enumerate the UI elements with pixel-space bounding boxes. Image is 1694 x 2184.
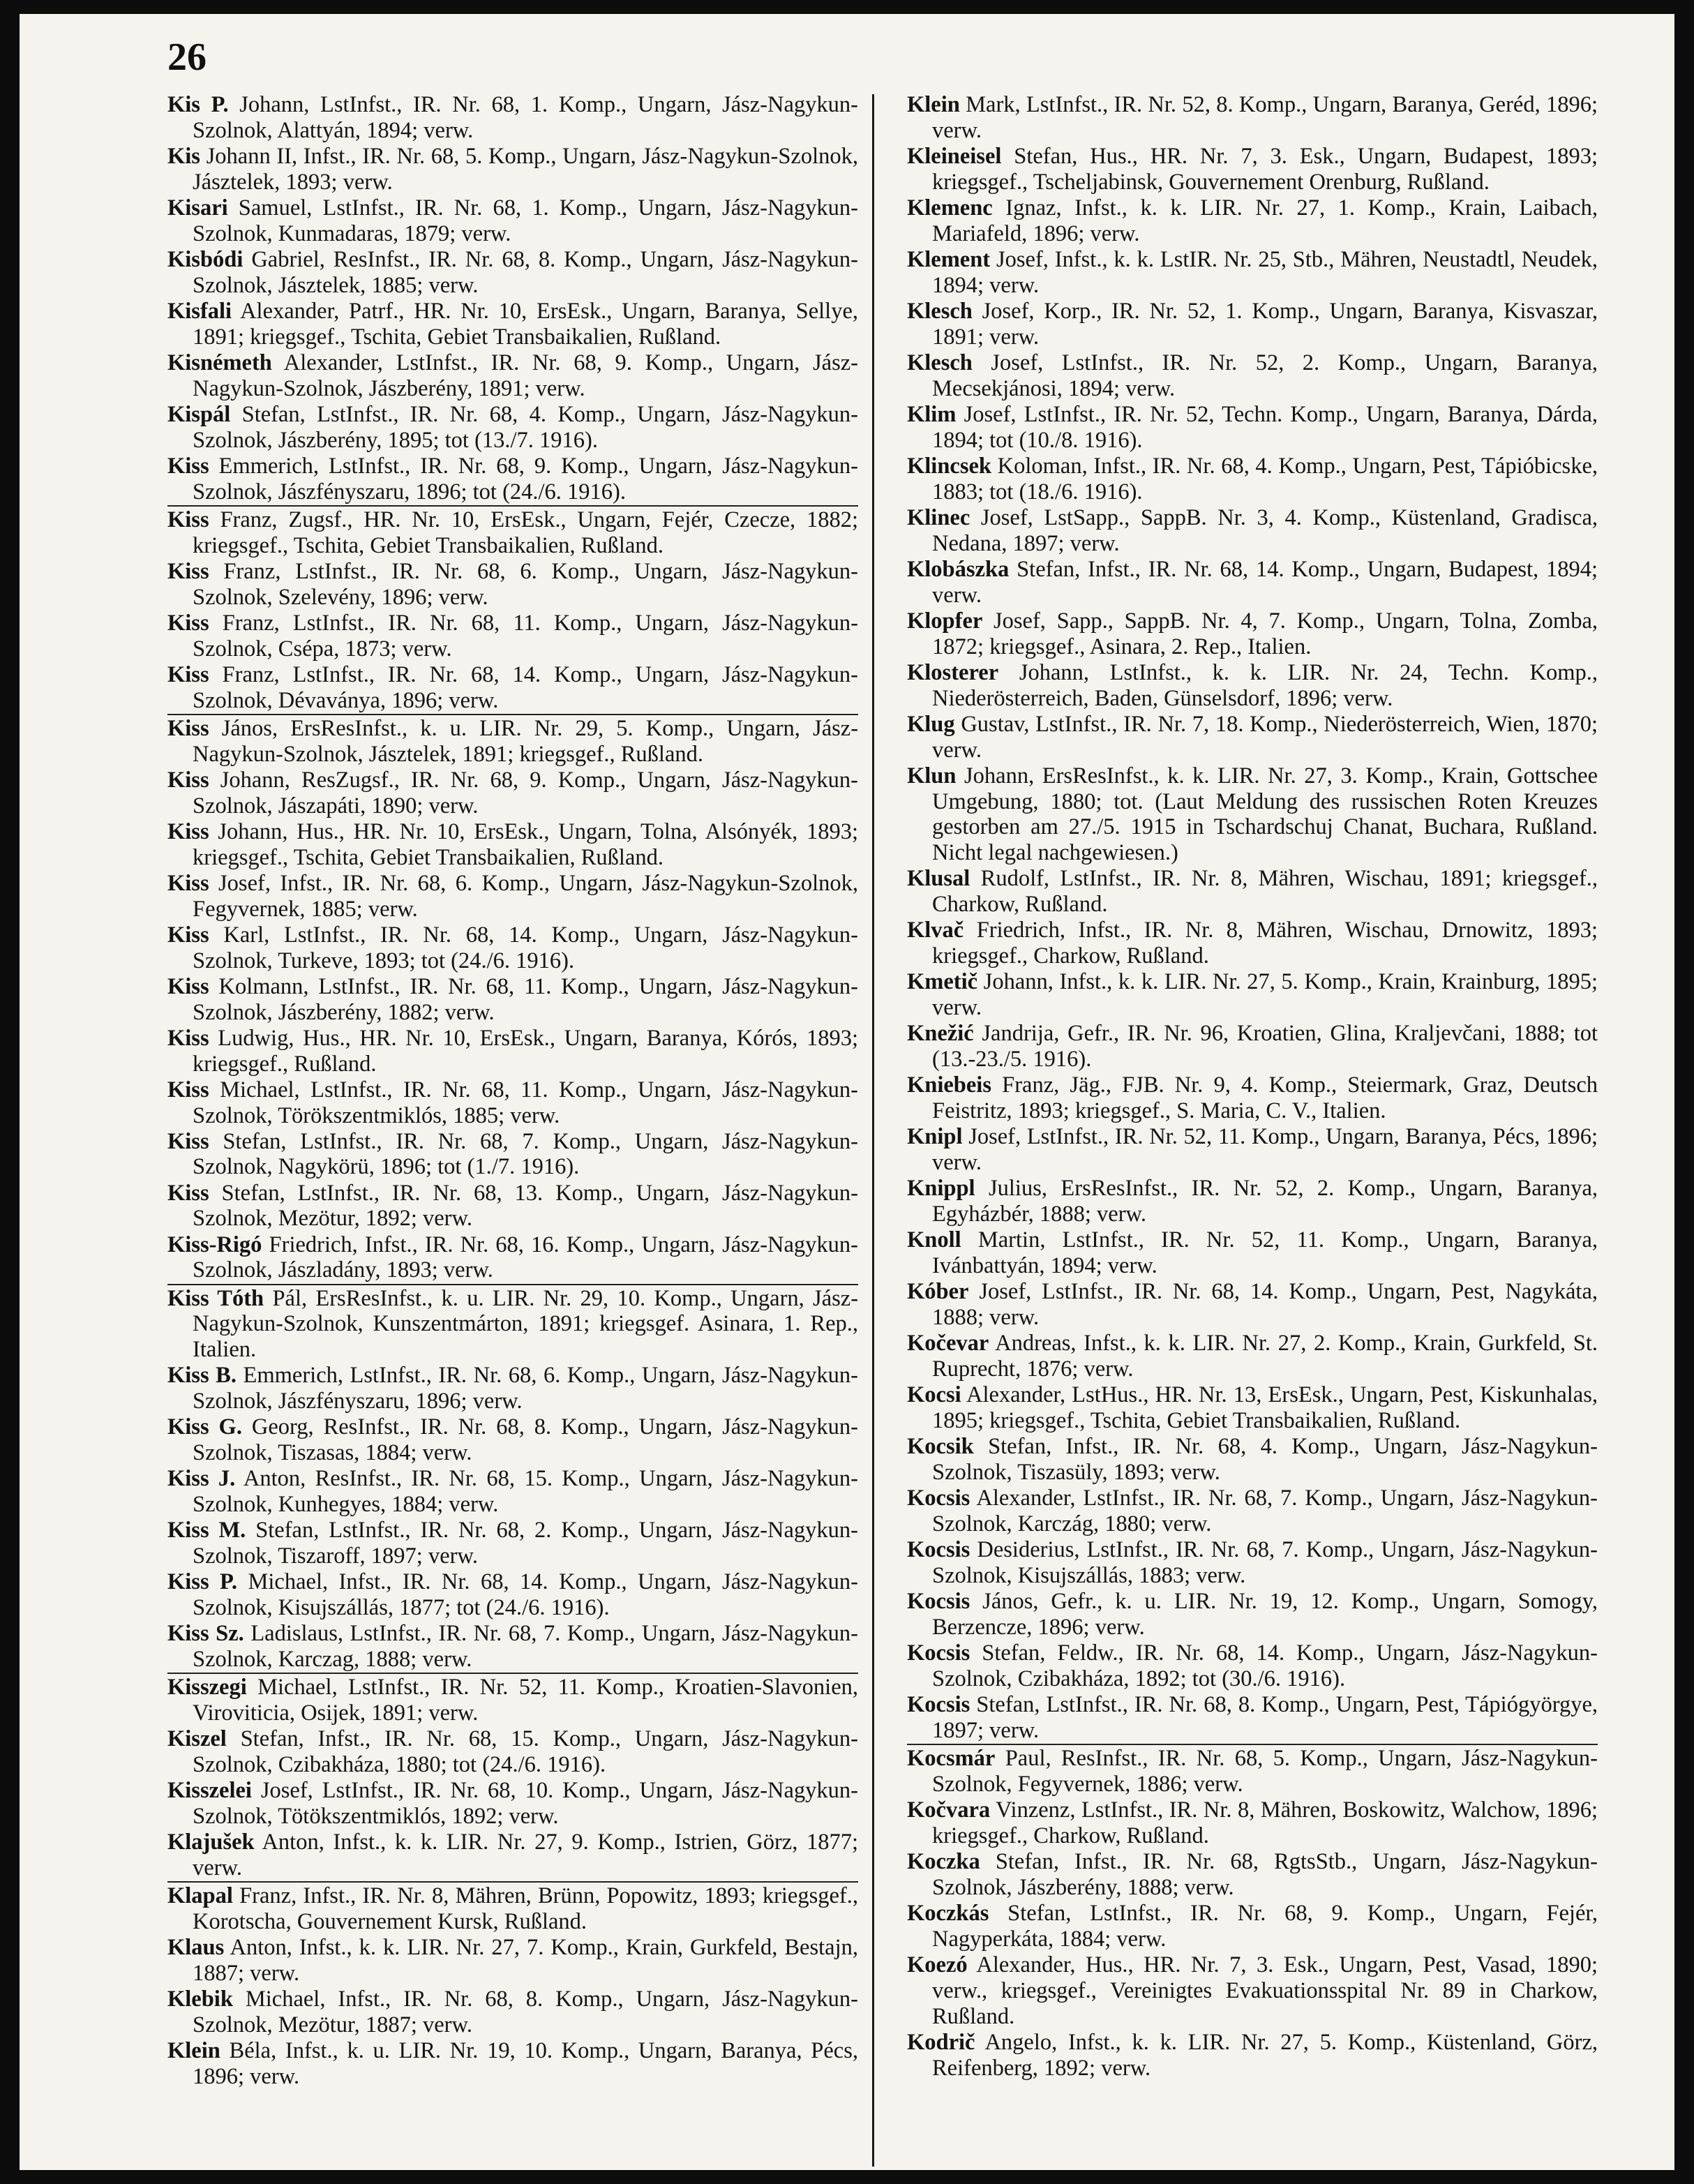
entry-surname: Kiss Tóth bbox=[167, 1285, 264, 1311]
entry-surname: Kočevar bbox=[907, 1331, 989, 1356]
register-entry bbox=[907, 763, 1598, 866]
register-entry bbox=[167, 1987, 858, 2038]
entry-details: Ladislaus, LstInfst., IR. Nr. 68, 7. Komp., Ungarn, Jász-Nagykun-Szolnok, Karczag, 1888; verw. bbox=[193, 1621, 858, 1673]
entry-details: Stefan, LstInfst., IR. Nr. 68, 4. Komp., Ungarn, Jász-Nagykun-Szolnok, Jászberény, 1895; tot (13./7. 1916). bbox=[193, 401, 858, 453]
entry-surname: Kocsis bbox=[907, 1486, 970, 1511]
entry-details: Anton, Infst., k. k. LIR. Nr. 27, 9. Komp., Istrien, Görz, 1877; verw. bbox=[193, 1830, 858, 1881]
entry-surname: Knežić bbox=[907, 1021, 974, 1047]
entry-details: Kolmann, LstInfst., IR. Nr. 68, 11. Komp., Ungarn, Jász-Nagykun-Szolnok, Jászberény, 1882; verw. bbox=[193, 973, 859, 1025]
entry-details: Gabriel, ResInfst., IR. Nr. 68, 8. Komp., Ungarn, Jász-Nagykun-Szolnok, Jásztelek, 1885; verw. bbox=[193, 246, 859, 298]
register-entry bbox=[167, 350, 858, 402]
register-entry bbox=[907, 144, 1598, 195]
entry-surname: Klesch bbox=[907, 298, 973, 324]
register-entry bbox=[907, 608, 1598, 660]
entry-surname: Klopfer bbox=[907, 608, 983, 634]
entry-surname: Kiss bbox=[167, 661, 209, 687]
entry-surname: Klein bbox=[907, 92, 960, 117]
entry-details: Johann, Hus., HR. Nr. 10, ErsEsk., Ungarn, Tolna, Alsónyék, 1893; kriegsgef., Tschita, Gebiet Transbaikalien, Rußland. bbox=[193, 818, 859, 870]
entry-surname: Kocsis bbox=[907, 1692, 970, 1718]
entry-details: Stefan, Hus., HR. Nr. 7, 3. Esk., Ungarn, Budapest, 1893; kriegsgef., Tscheljabinsk, Gouvernement Orenburg, Rußland. bbox=[932, 143, 1598, 195]
entry-details: Julius, ErsResInfst., IR. Nr. 52, 2. Komp., Ungarn, Baranya, Egyházbér, 1888; verw. bbox=[932, 1176, 1598, 1227]
entry-details: Josef, LstInfst., IR. Nr. 52, Techn. Komp., Ungarn, Baranya, Dárda, 1894; tot (10./8. 1916). bbox=[932, 401, 1598, 453]
entry-details: Alexander, LstInfst., IR. Nr. 68, 7. Komp., Ungarn, Jász-Nagykun-Szolnok, Karczág, 1880; verw. bbox=[932, 1486, 1598, 1536]
entry-surname: Koczka bbox=[907, 1849, 980, 1875]
entry-details: Franz, LstInfst., IR. Nr. 68, 14. Komp., Ungarn, Jász-Nagykun-Szolnok, Dévaványa, 1896; verw. bbox=[193, 661, 858, 713]
entry-details: Alexander, LstHus., HR. Nr. 13, ErsEsk., Ungarn, Pest, Kiskunhalas, 1895; kriegsgef., Tschita, Gebiet Transbaikalien, Rußland. bbox=[932, 1382, 1598, 1434]
entry-surname: Kiss bbox=[167, 973, 209, 999]
entry-details: Franz, Infst., IR. Nr. 8, Mähren, Brünn, Popowitz, 1893; kriegsgef., Korotscha, Gouvernement Kursk, Rußland. bbox=[193, 1883, 859, 1935]
register-entry bbox=[167, 92, 858, 144]
register-entry bbox=[167, 1181, 858, 1232]
entry-details: Karl, LstInfst., IR. Nr. 68, 14. Komp., Ungarn, Jász-Nagykun-Szolnok, Turkeve, 1893; tot (24./6. 1916). bbox=[193, 922, 859, 973]
entry-surname: Koezó bbox=[907, 1952, 968, 1978]
entry-details: Anton, Infst., k. k. LIR. Nr. 27, 7. Komp., Krain, Gurkfeld, Bestajn, 1887; verw. bbox=[193, 1935, 858, 1987]
register-entry bbox=[907, 505, 1598, 557]
entry-details: Michael, Infst., IR. Nr. 68, 8. Komp., Ungarn, Jász-Nagykun-Szolnok, Mezötur, 1887; verw. bbox=[193, 1987, 858, 2038]
register-entry bbox=[167, 247, 858, 299]
register-entry bbox=[167, 1935, 858, 1987]
register-entry bbox=[167, 144, 858, 195]
register-entry bbox=[907, 918, 1598, 969]
register-entry bbox=[167, 1129, 858, 1181]
entry-details: Jandrija, Gefr., IR. Nr. 96, Kroatien, Glina, Kraljevčani, 1888; tot (13.-23./5. 1916). bbox=[932, 1021, 1598, 1072]
entry-surname: Kiss G. bbox=[167, 1414, 242, 1440]
entry-surname: Kocsi bbox=[907, 1382, 961, 1408]
entry-surname: Kiss M. bbox=[167, 1518, 246, 1543]
register-entry bbox=[907, 1486, 1598, 1537]
entry-details: Koloman, Infst., IR. Nr. 68, 4. Komp., Ungarn, Pest, Tápióbicske, 1883; tot (18./6. 1916). bbox=[932, 453, 1598, 504]
entry-surname: Kniebeis bbox=[907, 1072, 991, 1098]
entry-details: Franz, Zugsf., HR. Nr. 10, ErsEsk., Ungarn, Fejér, Czecze, 1882; kriegsgef., Tschita, Gebiet Transbaikalien, Rußland. bbox=[193, 507, 858, 558]
entry-details: Stefan, LstInfst., IR. Nr. 68, 9. Komp., Ungarn, Fejér, Nagyperkáta, 1884; verw. bbox=[932, 1901, 1598, 1952]
entry-details: Michael, LstInfst., IR. Nr. 52, 11. Komp., Kroatien-Slavonien, Viroviticia, Osijek, 1891; verw. bbox=[193, 1675, 858, 1726]
register-entry bbox=[907, 1589, 1598, 1640]
entry-surname: Knoll bbox=[907, 1227, 961, 1253]
entry-surname: Kiss B. bbox=[167, 1363, 237, 1389]
register-entry bbox=[907, 350, 1598, 402]
register-entry bbox=[907, 1744, 1598, 1797]
entry-surname: Kiss Sz. bbox=[167, 1621, 244, 1647]
entry-details: Josef, Sapp., SappB. Nr. 4, 7. Komp., Ungarn, Tolna, Zomba, 1872; kriegsgef., Asinara, 2. Rep., Italien. bbox=[932, 608, 1598, 659]
entry-surname: Klun bbox=[907, 763, 957, 788]
register-entry bbox=[167, 2038, 858, 2090]
entry-details: Johann, LstInfst., k. k. LIR. Nr. 24, Techn. Komp., Niederösterreich, Baden, Günselsdorf, 1896; verw. bbox=[932, 659, 1598, 711]
register-entry bbox=[907, 195, 1598, 247]
entry-details: Josef, LstInfst., IR. Nr. 68, 14. Komp., Ungarn, Pest, Nagykáta, 1888; verw. bbox=[932, 1279, 1598, 1331]
entry-surname: Klvač bbox=[907, 918, 964, 943]
register-entry bbox=[907, 1797, 1598, 1849]
entry-details: Rudolf, LstInfst., IR. Nr. 8, Mähren, Wischau, 1891; kriegsgef., Charkow, Rußland. bbox=[932, 866, 1598, 918]
entry-surname: Klesch bbox=[907, 350, 973, 375]
entry-details: Johann, ResZugsf., IR. Nr. 68, 9. Komp., Ungarn, Jász-Nagykun-Szolnok, Jászapáti, 1890; verw. bbox=[193, 767, 858, 818]
register-entry bbox=[167, 402, 858, 454]
register-entry bbox=[167, 454, 858, 505]
register-entry bbox=[907, 1176, 1598, 1227]
register-entry bbox=[167, 974, 858, 1026]
entry-details: Friedrich, Infst., IR. Nr. 68, 16. Komp., Ungarn, Jász-Nagykun-Szolnok, Jászladány, 1893; verw. bbox=[193, 1232, 859, 1283]
entry-surname: Kodrič bbox=[907, 2029, 975, 2055]
register-entry bbox=[907, 1640, 1598, 1692]
entry-surname: Klemenc bbox=[907, 195, 993, 220]
register-entry bbox=[907, 454, 1598, 505]
entry-surname: Kiss J. bbox=[167, 1466, 236, 1492]
entry-details: Josef, Infst., IR. Nr. 68, 6. Komp., Ungarn, Jász-Nagykun-Szolnok, Fegyvernek, 1885; verw. bbox=[193, 870, 858, 922]
entry-details: Stefan, LstInfst., IR. Nr. 68, 8. Komp., Ungarn, Pest, Tápiógyörgye, 1897; verw. bbox=[932, 1692, 1598, 1743]
register-entry bbox=[167, 714, 858, 768]
register-entry bbox=[167, 768, 858, 819]
register-entry bbox=[167, 1726, 858, 1778]
entry-details: Paul, ResInfst., IR. Nr. 68, 5. Komp., Ungarn, Jász-Nagykun-Szolnok, Fegyvernek, 1886; verw. bbox=[932, 1746, 1598, 1797]
entry-surname: Kiss bbox=[167, 1128, 209, 1154]
entry-details: Johann, Infst., k. k. LIR. Nr. 27, 5. Komp., Krain, Krainburg, 1895; verw. bbox=[932, 969, 1598, 1021]
entry-surname: Klajušek bbox=[167, 1830, 255, 1855]
entry-details: Franz, LstInfst., IR. Nr. 68, 6. Komp., Ungarn, Jász-Nagykun-Szolnok, Szelevény, 1896; verw. bbox=[193, 558, 859, 610]
register-entry bbox=[167, 195, 858, 247]
register-entry bbox=[167, 1077, 858, 1129]
entry-details: Johann II, Infst., IR. Nr. 68, 5. Komp., Ungarn, Jász-Nagykun-Szolnok, Jásztelek, 1893; verw. bbox=[193, 143, 859, 195]
entry-surname: Kiss bbox=[167, 1180, 209, 1206]
right-column bbox=[907, 92, 1598, 2081]
entry-details: Alexander, Patrf., HR. Nr. 10, ErsEsk., Ungarn, Baranya, Sellye, 1891; kriegsgef., Tschita, Gebiet Transbaikalien, Rußland. bbox=[193, 298, 858, 350]
entry-surname: Kis P. bbox=[167, 92, 229, 117]
register-entry bbox=[167, 1232, 858, 1284]
entry-details: Josef, Infst., k. k. LstIR. Nr. 25, Stb., Mähren, Neustadtl, Neudek, 1894; verw. bbox=[932, 246, 1598, 298]
entry-details: Desiderius, LstInfst., IR. Nr. 68, 7. Komp., Ungarn, Jász-Nagykun-Szolnok, Kisujszállás, 1883; verw. bbox=[932, 1537, 1598, 1588]
entry-details: Johann, ErsResInfst., k. k. LIR. Nr. 27, 3. Komp., Krain, Gottschee Umgebung, 1880; tot. (Laut Meldung des russischen Roten Kreuzes gestorben am 27./5. 1915 in Tschardschuj Chanat, Buchara, Rußland. Nicht legal nachgewiesen.) bbox=[932, 763, 1598, 866]
entry-surname: Kocsis bbox=[907, 1640, 970, 1666]
entry-surname: Kispál bbox=[167, 401, 231, 427]
register-entry bbox=[167, 1569, 858, 1621]
entry-details: János, Gefr., k. u. LIR. Nr. 19, 12. Komp., Ungarn, Somogy, Berzencze, 1896; verw. bbox=[932, 1589, 1598, 1640]
register-entry bbox=[167, 922, 858, 974]
register-entry bbox=[167, 1363, 858, 1414]
column-divider bbox=[872, 94, 874, 2167]
page bbox=[20, 14, 1674, 2170]
entry-details: Emmerich, LstInfst., IR. Nr. 68, 6. Komp., Ungarn, Jász-Nagykun-Szolnok, Jászfényszaru, 1896; verw. bbox=[193, 1363, 858, 1414]
entry-surname: Klein bbox=[167, 2038, 220, 2064]
register-entry bbox=[907, 712, 1598, 763]
register-entry bbox=[907, 1382, 1598, 1434]
entry-surname: Kocsmár bbox=[907, 1746, 996, 1772]
entry-surname: Koczkás bbox=[907, 1901, 989, 1927]
register-entry bbox=[167, 611, 858, 662]
entry-surname: Klement bbox=[907, 246, 991, 272]
register-entry bbox=[907, 1901, 1598, 1952]
register-entry bbox=[167, 1830, 858, 1881]
entry-surname: Kisszegi bbox=[167, 1675, 247, 1700]
entry-details: Mark, LstInfst., IR. Nr. 52, 8. Komp., Ungarn, Baranya, Geréd, 1896; verw. bbox=[932, 92, 1598, 143]
entry-details: Stefan, LstInfst., IR. Nr. 68, 2. Komp., Ungarn, Jász-Nagykun-Szolnok, Tiszaroff, 1897; verw. bbox=[193, 1518, 859, 1569]
register-entry bbox=[167, 1466, 858, 1518]
entry-details: Vinzenz, LstInfst., IR. Nr. 8, Mähren, Boskowitz, Walchow, 1896; kriegsgef., Charkow, Rußland. bbox=[932, 1797, 1598, 1848]
entry-surname: Kiszel bbox=[167, 1726, 227, 1752]
entry-surname: Klug bbox=[907, 711, 955, 737]
entry-details: Friedrich, Infst., IR. Nr. 8, Mähren, Wischau, Drnowitz, 1893; kriegsgef., Charkow, Rußland. bbox=[932, 918, 1598, 969]
register-entry bbox=[167, 871, 858, 922]
entry-surname: Kiss bbox=[167, 922, 209, 948]
register-entry bbox=[167, 1778, 858, 1830]
entry-details: Stefan, LstInfst., IR. Nr. 68, 13. Komp., Ungarn, Jász-Nagykun-Szolnok, Mezötur, 1892; verw. bbox=[193, 1180, 858, 1232]
entry-details: Johann, LstInfst., IR. Nr. 68, 1. Komp., Ungarn, Jász-Nagykun-Szolnok, Alattyán, 1894; verw. bbox=[193, 92, 858, 143]
register-entry bbox=[167, 662, 858, 714]
register-entry bbox=[907, 1072, 1598, 1124]
entry-surname: Klinec bbox=[907, 504, 970, 530]
entry-surname: Kiss-Rigó bbox=[167, 1232, 262, 1257]
entry-details: Ludwig, Hus., HR. Nr. 10, ErsEsk., Ungarn, Baranya, Kórós, 1893; kriegsgef., Rußland. bbox=[193, 1025, 859, 1077]
register-entry bbox=[167, 299, 858, 350]
entry-surname: Klusal bbox=[907, 866, 970, 892]
register-entry bbox=[907, 1279, 1598, 1331]
entry-surname: Klim bbox=[907, 401, 957, 427]
entry-details: Ignaz, Infst., k. k. LIR. Nr. 27, 1. Komp., Krain, Laibach, Mariafeld, 1896; verw. bbox=[932, 195, 1598, 246]
register-entry bbox=[167, 1881, 858, 1935]
entry-details: Alexander, Hus., HR. Nr. 7, 3. Esk., Ungarn, Pest, Vasad, 1890; verw., kriegsgef., Vereinigtes Evakuationsspital Nr. 89 in Charkow, Rußland. bbox=[932, 1952, 1598, 2029]
register-entry bbox=[907, 1331, 1598, 1382]
entry-surname: Kmetič bbox=[907, 969, 978, 995]
entry-surname: Kiss P. bbox=[167, 1569, 238, 1595]
entry-surname: Kisszelei bbox=[167, 1778, 252, 1804]
entry-surname: Kisari bbox=[167, 195, 228, 220]
entry-surname: Knipl bbox=[907, 1124, 963, 1150]
entry-details: Samuel, LstInfst., IR. Nr. 68, 1. Komp., Ungarn, Jász-Nagykun-Szolnok, Kunmadaras, 1879; verw. bbox=[193, 195, 858, 246]
entry-surname: Klincsek bbox=[907, 453, 991, 479]
entry-details: Martin, LstInfst., IR. Nr. 52, 11. Komp., Ungarn, Baranya, Ivánbattyán, 1894; verw. bbox=[932, 1227, 1598, 1279]
register-entry bbox=[907, 1021, 1598, 1072]
entry-details: Michael, Infst., IR. Nr. 68, 14. Komp., Ungarn, Jász-Nagykun-Szolnok, Kisujszállás, 1877; tot (24./6. 1916). bbox=[193, 1569, 858, 1621]
entry-surname: Kiss bbox=[167, 1077, 209, 1102]
register-entry bbox=[907, 1537, 1598, 1589]
entry-surname: Kiss bbox=[167, 715, 209, 741]
entry-details: Franz, Jäg., FJB. Nr. 9, 4. Komp., Steiermark, Graz, Deutsch Feistritz, 1893; kriegsgef., S. Maria, C. V., Italien. bbox=[932, 1072, 1598, 1124]
entry-details: Stefan, Infst., IR. Nr. 68, 15. Komp., Ungarn, Jász-Nagykun-Szolnok, Czibakháza, 1880; tot (24./6. 1916). bbox=[193, 1726, 859, 1778]
entry-surname: Kiss bbox=[167, 767, 209, 793]
entry-details: Stefan, Infst., IR. Nr. 68, 14. Komp., Ungarn, Budapest, 1894; verw. bbox=[932, 556, 1598, 608]
register-entry bbox=[167, 1621, 858, 1673]
entry-surname: Kiss bbox=[167, 610, 209, 636]
register-entry bbox=[907, 2030, 1598, 2081]
entry-surname: Kisfali bbox=[167, 298, 232, 324]
entry-surname: Kleineisel bbox=[907, 143, 1002, 169]
entry-details: János, ErsResInfst., k. u. LIR. Nr. 29, 5. Komp., Ungarn, Jász-Nagykun-Szolnok, Jásztelek, 1891; kriegsgef., Rußland. bbox=[193, 715, 859, 767]
register-entry bbox=[167, 559, 858, 611]
entry-surname: Knippl bbox=[907, 1176, 975, 1202]
entry-details: Franz, LstInfst., IR. Nr. 68, 11. Komp., Ungarn, Jász-Nagykun-Szolnok, Csépa, 1873; verw. bbox=[193, 610, 859, 661]
entry-details: Stefan, LstInfst., IR. Nr. 68, 7. Komp., Ungarn, Jász-Nagykun-Szolnok, Nagykörü, 1896; tot (1./7. 1916). bbox=[193, 1128, 858, 1180]
register-entry bbox=[907, 402, 1598, 454]
entry-details: Andreas, Infst., k. k. LIR. Nr. 27, 2. Komp., Krain, Gurkfeld, St. Ruprecht, 1876; verw. bbox=[932, 1331, 1598, 1382]
register-entry bbox=[167, 1026, 858, 1077]
entry-surname: Kocsik bbox=[907, 1434, 974, 1460]
entry-surname: Kisnémeth bbox=[167, 350, 272, 375]
register-entry bbox=[907, 969, 1598, 1021]
entry-details: Josef, LstInfst., IR. Nr. 52, 2. Komp., Ungarn, Baranya, Mecsekjánosi, 1894; verw. bbox=[932, 350, 1598, 401]
entry-surname: Kocsis bbox=[907, 1537, 970, 1563]
left-column bbox=[167, 92, 858, 2090]
entry-details: Angelo, Infst., k. k. LIR. Nr. 27, 5. Komp., Küstenland, Görz, Reifenberg, 1892; verw. bbox=[932, 2029, 1598, 2081]
entry-details: Anton, ResInfst., IR. Nr. 68, 15. Komp., Ungarn, Jász-Nagykun-Szolnok, Kunhegyes, 1884; verw. bbox=[193, 1466, 858, 1518]
entry-surname: Kis bbox=[167, 143, 200, 169]
register-entry bbox=[907, 1692, 1598, 1744]
register-entry bbox=[167, 819, 858, 871]
entry-surname: Kiss bbox=[167, 558, 209, 584]
entry-details: Pál, ErsResInfst., k. u. LIR. Nr. 29, 10. Komp., Ungarn, Jász-Nagykun-Szolnok, Kunszentmárton, 1891; kriegsgef. Asinara, 1. Rep., Italien. bbox=[193, 1285, 859, 1363]
entry-surname: Kocsis bbox=[907, 1589, 970, 1615]
entry-surname: Klobászka bbox=[907, 556, 1010, 582]
entry-surname: Klebik bbox=[167, 1987, 233, 2012]
entry-surname: Kóber bbox=[907, 1279, 969, 1305]
entry-surname: Klapal bbox=[167, 1883, 233, 1909]
entry-surname: Klaus bbox=[167, 1935, 225, 1961]
register-entry bbox=[907, 92, 1598, 144]
entry-surname: Kiss bbox=[167, 870, 209, 896]
entry-details: Gustav, LstInfst., IR. Nr. 7, 18. Komp., Niederösterreich, Wien, 1870; verw. bbox=[932, 711, 1598, 763]
register-entry bbox=[907, 247, 1598, 299]
entry-surname: Kiss bbox=[167, 818, 209, 844]
entry-details: Béla, Infst., k. u. LIR. Nr. 19, 10. Komp., Ungarn, Baranya, Pécs, 1896; verw. bbox=[193, 2038, 858, 2090]
register-entry bbox=[167, 1414, 858, 1466]
register-entry bbox=[907, 1124, 1598, 1176]
register-entry bbox=[167, 1284, 858, 1363]
register-entry bbox=[167, 1518, 858, 1569]
entry-details: Stefan, Feldw., IR. Nr. 68, 14. Komp., Ungarn, Jász-Nagykun-Szolnok, Czibakháza, 1892; tot (30./6. 1916). bbox=[932, 1640, 1598, 1691]
entry-surname: Kisbódi bbox=[167, 246, 243, 272]
entry-details: Josef, LstSapp., SappB. Nr. 3, 4. Komp., Küstenland, Gradisca, Nedana, 1897; verw. bbox=[932, 504, 1598, 556]
register-entry bbox=[907, 1952, 1598, 2029]
register-entry bbox=[907, 1849, 1598, 1901]
entry-details: Alexander, LstInfst., IR. Nr. 68, 9. Komp., Ungarn, Jász-Nagykun-Szolnok, Jászberény, 1891; verw. bbox=[193, 350, 858, 401]
entry-details: Michael, LstInfst., IR. Nr. 68, 11. Komp., Ungarn, Jász-Nagykun-Szolnok, Törökszentmiklós, 1885; verw. bbox=[193, 1077, 858, 1128]
entry-surname: Kiss bbox=[167, 1025, 209, 1051]
entry-surname: Kočvara bbox=[907, 1797, 991, 1823]
register-entry bbox=[167, 1673, 858, 1726]
entry-details: Georg, ResInfst., IR. Nr. 68, 8. Komp., Ungarn, Jász-Nagykun-Szolnok, Tiszasas, 1884; verw. bbox=[193, 1414, 858, 1466]
entry-surname: Kiss bbox=[167, 507, 209, 532]
register-entry bbox=[907, 299, 1598, 350]
page-number: 26 bbox=[167, 36, 207, 79]
register-entry bbox=[167, 505, 858, 559]
entry-details: Stefan, Infst., IR. Nr. 68, 4. Komp., Ungarn, Jász-Nagykun-Szolnok, Tiszasüly, 1893; verw. bbox=[932, 1434, 1598, 1485]
entry-surname: Kiss bbox=[167, 453, 209, 479]
entry-details: Josef, Korp., IR. Nr. 52, 1. Komp., Ungarn, Baranya, Kisvaszar, 1891; verw. bbox=[932, 298, 1598, 350]
entry-details: Josef, LstInfst., IR. Nr. 68, 10. Komp., Ungarn, Jász-Nagykun-Szolnok, Tötökszentmiklós, 1892; verw. bbox=[193, 1778, 858, 1830]
register-entry bbox=[907, 1434, 1598, 1486]
entry-surname: Klosterer bbox=[907, 659, 999, 685]
register-entry bbox=[907, 557, 1598, 608]
entry-details: Josef, LstInfst., IR. Nr. 52, 11. Komp., Ungarn, Baranya, Pécs, 1896; verw. bbox=[932, 1124, 1598, 1176]
entry-details: Emmerich, LstInfst., IR. Nr. 68, 9. Komp., Ungarn, Jász-Nagykun-Szolnok, Jászfényszaru, 1896; tot (24./6. 1916). bbox=[193, 453, 858, 504]
register-entry bbox=[907, 1227, 1598, 1279]
register-entry bbox=[907, 866, 1598, 918]
register-entry bbox=[907, 660, 1598, 712]
entry-details: Stefan, Infst., IR. Nr. 68, RgtsStb., Ungarn, Jász-Nagykun-Szolnok, Jászberény, 1888; verw. bbox=[932, 1849, 1598, 1900]
